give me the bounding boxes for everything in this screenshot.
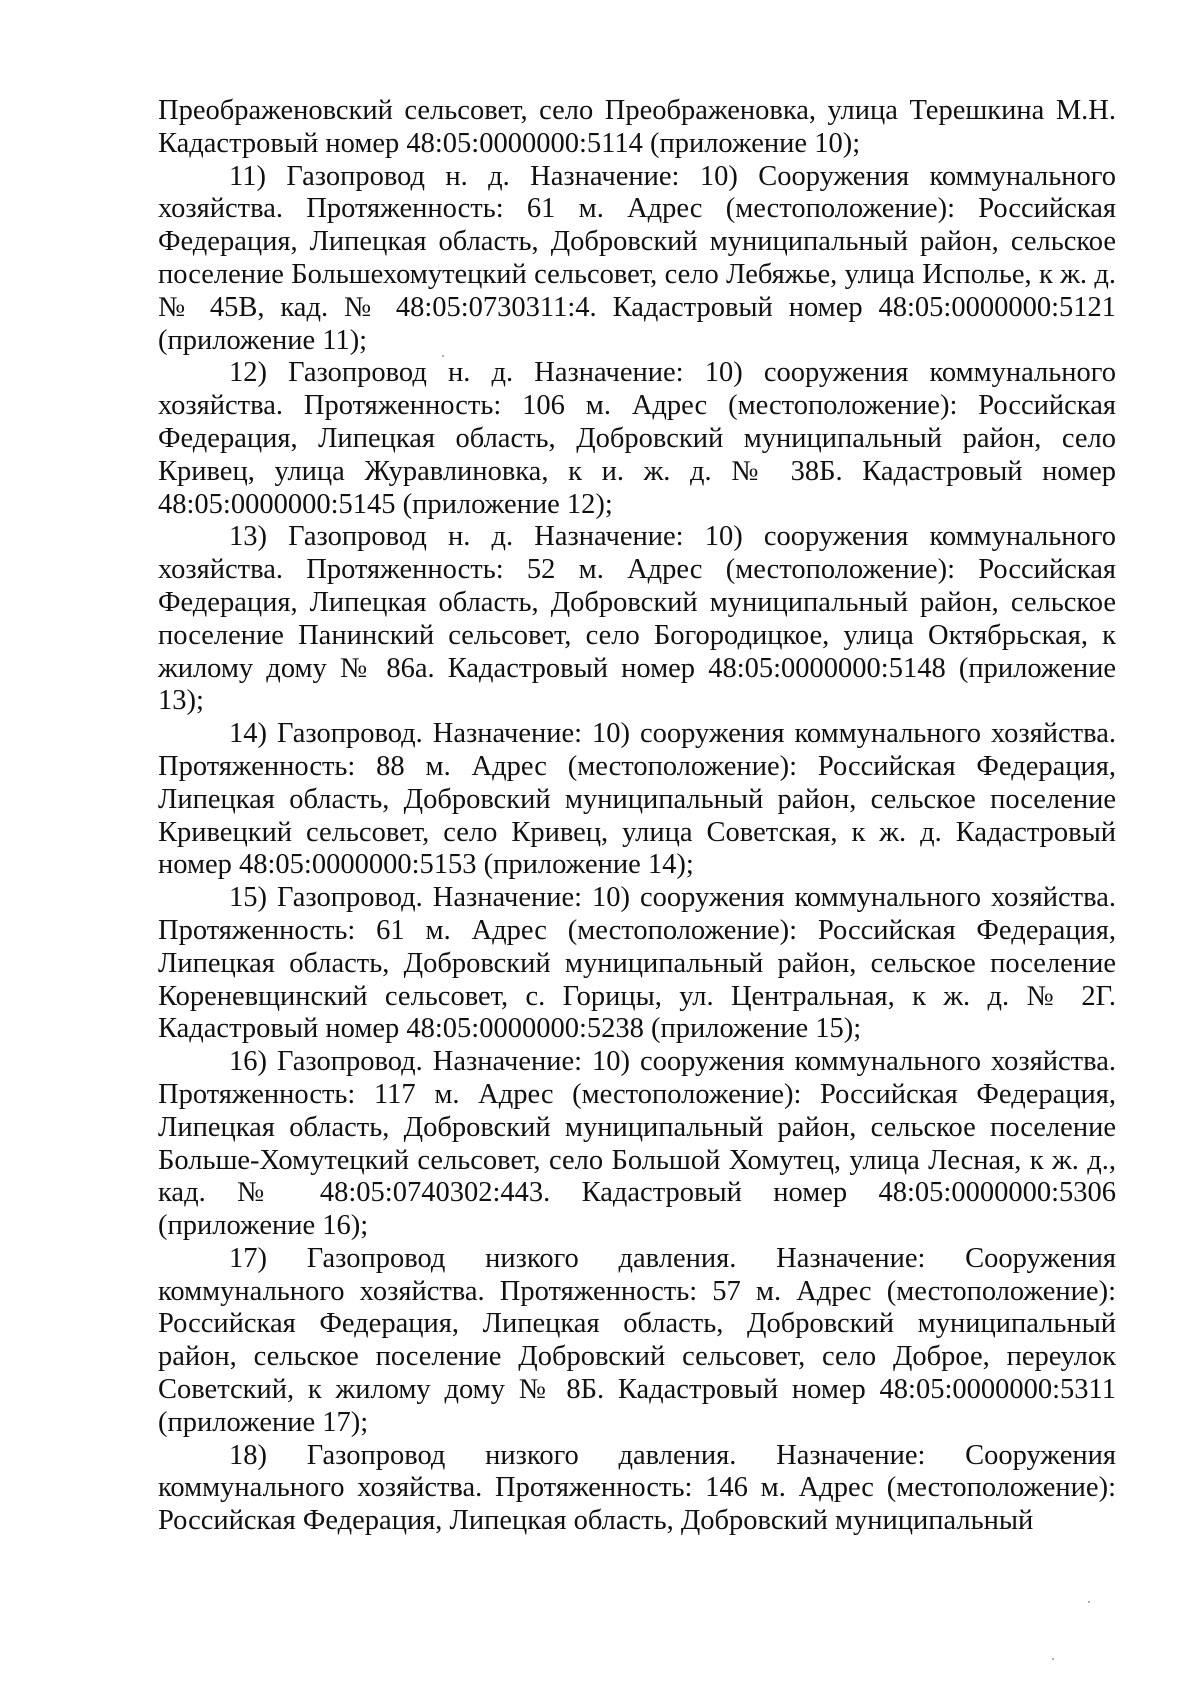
list-item-16: 16) Газопровод. Назначение: 10) сооружения коммунального хозяйства. Протяженность: 117 м. Адрес (местоположение): Российская Федерация, Липецкая область, Добровский муниципальный район, сельское поселение Больше-Хомутецкий сельсовет, село Большой Хомутец, улица Лесная, к ж. д., кад. № 48:05:0740302:443. Кадастровый номер 48:05:0000000:5306 (приложение 16); (158, 1046, 1116, 1242)
list-item-17: 17) Газопровод низкого давления. Назначение: Сооружения коммунального хозяйства. Протяженность: 57 м. Адрес (местоположение): Российская Федерация, Липецкая область, Добровский муниципальный район, сельское поселение Добровский сельсовет, село Доброе, переулок Советский, к жилому дому № 8Б. Кадастровый номер 48:05:0000000:5311 (приложение 17); (158, 1242, 1116, 1438)
document-page (158, 95, 1116, 1538)
scan-speck (1088, 1601, 1090, 1603)
list-item-14: 14) Газопровод. Назначение: 10) сооружения коммунального хозяйства. Протяженность: 88 м. Адрес (местоположение): Российская Федерация, Липецкая область, Добровский муниципальный район, сельское поселение Кривецкий сельсовет, село Кривец, улица Советская, к ж. д. Кадастровый номер 48:05:0000000:5153 (приложение 14); (158, 718, 1116, 881)
list-item-13: 13) Газопровод н. д. Назначение: 10) сооружения коммунального хозяйства. Протяженность: 52 м. Адрес (местоположение): Российская Федерация, Липецкая область, Добровский муниципальный район, сельское поселение Панинский сельсовет, село Богородицкое, улица Октябрьская, к жилому дому № 86а. Кадастровый номер 48:05:0000000:5148 (приложение 13); (158, 521, 1116, 717)
paragraph-continuation: Преображеновский сельсовет, село Преображеновка, улица Терешкина М.Н. Кадастровый номер 48:05:0000000:5114 (приложение 10); (158, 95, 1116, 159)
list-item-11: 11) Газопровод н. д. Назначение: 10) Сооружения коммунального хозяйства. Протяженность: 61 м. Адрес (местоположение): Российская Федерация, Липецкая область, Добровский муниципальный район, сельское поселение Большехомутецкий сельсовет, село Лебяжье, улица Исполье, к ж. д. № 45В, кад. № 48:05:0730311:4. Кадастровый номер 48:05:0000000:5121 (приложение 11); (158, 160, 1116, 356)
list-item-18: 18) Газопровод низкого давления. Назначение: Сооружения коммунального хозяйства. Протяженность: 146 м. Адрес (местоположение): Российская Федерация, Липецкая область, Добровский муниципальный (158, 1439, 1116, 1537)
scan-speck (442, 355, 444, 357)
list-item-12: 12) Газопровод н. д. Назначение: 10) сооружения коммунального хозяйства. Протяженность: 106 м. Адрес (местоположение): Российская Федерация, Липецкая область, Добровский муниципальный район, село Кривец, улица Журавлиновка, к и. ж. д. № 38Б. Кадастровый номер 48:05:0000000:5145 (приложение 12); (158, 357, 1116, 520)
list-item-15: 15) Газопровод. Назначение: 10) сооружения коммунального хозяйства. Протяженность: 61 м. Адрес (местоположение): Российская Федерация, Липецкая область, Добровский муниципальный район, сельское поселение Кореневщинский сельсовет, с. Горицы, ул. Центральная, к ж. д. № 2Г. Кадастровый номер 48:05:0000000:5238 (приложение 15); (158, 882, 1116, 1045)
scan-speck (1052, 1658, 1054, 1660)
